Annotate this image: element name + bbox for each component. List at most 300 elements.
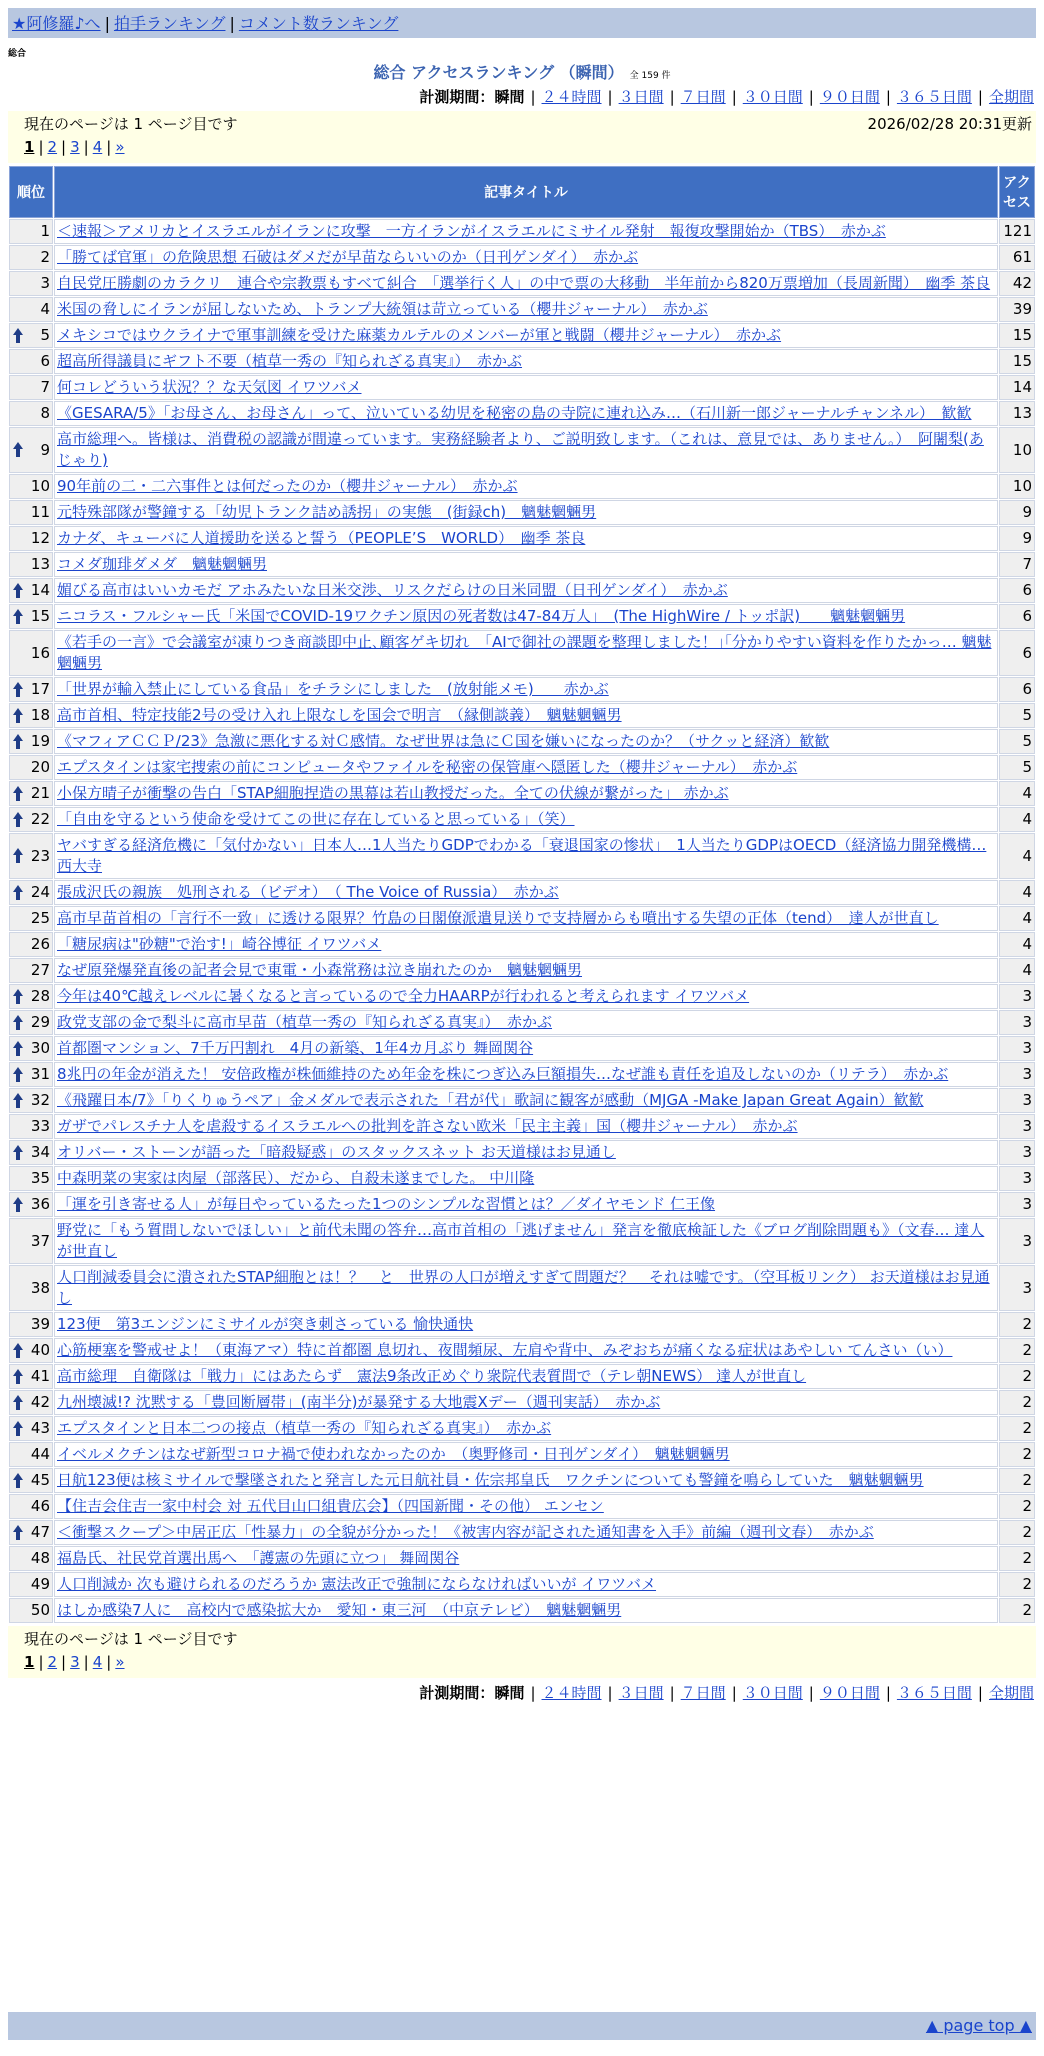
rank-number: 48 <box>30 1549 50 1567</box>
period-link[interactable]: 全期間 <box>988 88 1034 106</box>
period-link[interactable]: ９０日間 <box>819 1684 880 1702</box>
rank-cell <box>9 1416 53 1441</box>
access-count: 13 <box>999 401 1035 426</box>
title-cell <box>54 604 998 629</box>
period-link[interactable]: ３６５日間 <box>896 1684 972 1702</box>
pager-link[interactable]: 2 <box>47 138 58 156</box>
access-header: アクセス <box>999 166 1035 218</box>
rank-number: 49 <box>30 1575 50 1593</box>
title-cell <box>54 729 998 754</box>
up-arrow-icon <box>13 682 23 698</box>
title-cell <box>54 1546 998 1571</box>
period-separator: | <box>607 1684 613 1702</box>
article-link[interactable]: 何コレどういう状況？？な天気図 イワツバメ <box>57 378 362 396</box>
table-row <box>9 245 1035 270</box>
access-count: 5 <box>999 755 1035 780</box>
article-link[interactable]: オリバー・ストーンが語った「暗殺疑惑」のスタックスネット お天道様はお見通し <box>57 1143 616 1161</box>
table-row <box>9 932 1035 957</box>
table-row <box>9 1546 1035 1571</box>
rank-number: 1 <box>40 222 50 240</box>
rank-number: 21 <box>30 784 50 802</box>
rank-number: 13 <box>30 555 50 573</box>
up-arrow-icon <box>13 1525 23 1541</box>
period-separator: | <box>885 1684 891 1702</box>
access-count: 3 <box>999 1036 1035 1061</box>
period-separator: | <box>977 1684 983 1702</box>
table-row <box>9 1192 1035 1217</box>
access-count: 2 <box>999 1598 1035 1623</box>
title-cell <box>54 578 998 603</box>
title-cell <box>54 1520 998 1545</box>
up-arrow-icon <box>13 1197 23 1213</box>
pager-link[interactable]: 4 <box>92 1653 103 1671</box>
rank-number: 19 <box>30 732 50 750</box>
title-cell <box>54 297 998 322</box>
period-link[interactable]: ３日間 <box>618 88 664 106</box>
rank-number: 33 <box>30 1117 50 1135</box>
article-link[interactable]: 123便 第3エンジンにミサイルが突き刺さっている 愉快通快 <box>57 1315 474 1333</box>
title-cell <box>54 375 998 400</box>
up-arrow-icon <box>13 885 23 901</box>
article-link[interactable]: 90年前の二・二六事件とは何だったのか（櫻井ジャーナル） 赤かぶ <box>57 477 518 495</box>
article-link[interactable]: エプスタインは家宅捜索の前にコンピュータやファイルを秘密の保管庫へ隠匿した（櫻井ジャーナル） 赤かぶ <box>57 758 798 776</box>
table-row <box>9 1468 1035 1493</box>
period-separator: | <box>731 88 737 106</box>
article-link[interactable]: 張成沢氏の親族 処刑される（ビデオ） （ The Voice of Russia） 赤かぶ <box>57 883 559 901</box>
title-cell <box>54 630 998 676</box>
rank-cell <box>9 245 53 270</box>
title-cell <box>54 755 998 780</box>
article-link[interactable]: はしか感染7人に 高校内で感染拡大か 愛知・東三河 （中京テレビ） 魑魅魍魎男 <box>57 1601 622 1619</box>
access-count: 3 <box>999 1166 1035 1191</box>
access-count: 5 <box>999 729 1035 754</box>
access-count: 2 <box>999 1390 1035 1415</box>
title-cell <box>54 323 998 348</box>
period-link[interactable]: ３６５日間 <box>896 88 972 106</box>
table-row <box>9 1598 1035 1623</box>
rank-cell <box>9 1572 53 1597</box>
title-cell <box>54 1010 998 1035</box>
title-cell <box>54 219 998 244</box>
rank-number: 4 <box>40 300 50 318</box>
article-link[interactable]: 中森明菜の実家は肉屋（部落民）、だから、自殺未遂までした。 中川隆 <box>57 1169 535 1187</box>
table-row <box>9 552 1035 577</box>
access-count: 4 <box>999 906 1035 931</box>
period-link[interactable]: ９０日間 <box>819 88 880 106</box>
access-count: 4 <box>999 807 1035 832</box>
title-cell <box>54 271 998 296</box>
table-row <box>9 677 1035 702</box>
title-cell <box>54 1338 998 1363</box>
access-count: 3 <box>999 1192 1035 1217</box>
rank-number: 41 <box>30 1367 50 1385</box>
pager-link[interactable]: » <box>115 1653 125 1671</box>
title-cell <box>54 932 998 957</box>
rank-number: 5 <box>40 326 50 344</box>
title-cell <box>54 906 998 931</box>
comment-ranking-link[interactable]: コメント数ランキング <box>238 14 399 33</box>
rank-cell <box>9 906 53 931</box>
up-arrow-icon <box>13 583 23 599</box>
title-cell <box>54 427 998 473</box>
access-count: 3 <box>999 1010 1035 1035</box>
article-link[interactable]: 媚びる高市はいいカモだ アホみたいな日米交渉、リスクだらけの日米同盟（日刊ゲンダイ） 赤かぶ <box>57 581 728 599</box>
table-row <box>9 1390 1035 1415</box>
title-cell <box>54 807 998 832</box>
rank-cell <box>9 1088 53 1113</box>
title-cell <box>54 833 998 879</box>
period-separator: | <box>731 1684 737 1702</box>
period-label: 計測期間： <box>419 1684 495 1702</box>
pager-separator: | <box>83 1653 89 1671</box>
table-row <box>9 500 1035 525</box>
title-text: 総合 アクセスランキング （瞬間） <box>373 63 624 82</box>
rank-cell <box>9 1442 53 1467</box>
table-row <box>9 375 1035 400</box>
article-link[interactable]: 《マフィアＣＣＰ/23》急激に悪化する対Ｃ感情。なぜ世界は急にＣ国を嫌いになったのか？（サクッと経済）歓歓 <box>57 732 830 750</box>
table-row <box>9 1338 1035 1363</box>
table-row <box>9 1364 1035 1389</box>
rank-number: 45 <box>30 1471 50 1489</box>
title-cell <box>54 1088 998 1113</box>
article-link[interactable]: 首都圏マンション、7千万円割れ 4月の新築、1年4カ月ぶり 舞岡関谷 <box>57 1039 534 1057</box>
access-count: 2 <box>999 1416 1035 1441</box>
rank-number: 50 <box>30 1601 50 1619</box>
article-link[interactable]: 高市首相、特定技能2号の受け入れ上限なしを国会で明言 （縁側談義） 魑魅魍魎男 <box>57 706 622 724</box>
article-link[interactable]: 高市総理 自衛隊は「戦力」にはあたらず 憲法9条改正めぐり衆院代表質問で（テレ朝NEWS） 達人が世直し <box>57 1367 807 1385</box>
up-arrow-icon <box>13 442 23 458</box>
rank-number: 44 <box>30 1445 50 1463</box>
access-count: 6 <box>999 677 1035 702</box>
article-link[interactable]: カナダ、キューバに人道援助を送ると誓う（PEOPLE’S WORLD） 幽季 茶良 <box>57 529 586 547</box>
title-cell <box>54 1140 998 1165</box>
article-link[interactable]: 「世界が輸入禁止にしている食品」をチラシにしました (放射能メモ) 赤かぶ <box>57 680 609 698</box>
pager-separator: | <box>38 1653 44 1671</box>
period-selector-bottom <box>419 1682 1034 1703</box>
title-cell <box>54 1390 998 1415</box>
pager <box>24 1653 1020 1671</box>
rank-number: 2 <box>40 248 50 266</box>
period-link[interactable]: ７日間 <box>680 1684 726 1702</box>
table-row <box>9 906 1035 931</box>
rank-number: 8 <box>40 404 50 422</box>
pager-link[interactable]: 3 <box>70 1653 80 1671</box>
table-row <box>9 729 1035 754</box>
access-count: 4 <box>999 833 1035 879</box>
rank-cell <box>9 1312 53 1337</box>
table-row <box>9 474 1035 499</box>
period-link[interactable]: ２４時間 <box>541 1684 602 1702</box>
rank-cell <box>9 755 53 780</box>
pager-link[interactable]: 3 <box>70 138 80 156</box>
period-separator: | <box>808 1684 814 1702</box>
period-separator: | <box>977 88 983 106</box>
access-count: 2 <box>999 1364 1035 1389</box>
rank-number: 42 <box>30 1393 50 1411</box>
rank-cell <box>9 1265 53 1311</box>
article-link[interactable]: 心筋梗塞を警戒せよ！（東海アマ）特に首都圏 息切れ、夜間頻尿、左肩や背中、みぞおちが痛くなる症状はあやしい てんさい（い） <box>57 1341 953 1359</box>
access-count: 6 <box>999 630 1035 676</box>
pager-box-bottom <box>8 1626 1036 1678</box>
article-link[interactable]: 今年は40℃越えレベルに暑くなると言っているので全力HAARPが行われると考えられます イワツバメ <box>57 987 750 1005</box>
pager-separator: | <box>61 1653 67 1671</box>
period-link[interactable]: 全期間 <box>988 1684 1034 1702</box>
access-count: 2 <box>999 1494 1035 1519</box>
article-link[interactable]: 自民党圧勝劇のカラクリ 連合や宗教票もすべて糾合 「選挙行く人」の中で票の大移動 半年前から820万票増加（長周新聞） 幽季 茶良 <box>57 274 991 292</box>
article-link[interactable]: 「糖尿病は"砂糖"で治す!」崎谷博征 イワツバメ <box>57 935 382 953</box>
rank-cell <box>9 1468 53 1493</box>
article-link[interactable]: 九州壊滅!? 沈黙する「豊回断層帯」(南半分)が暴発する大地震Xデー（週刊実話） 赤かぶ <box>57 1393 661 1411</box>
clap-ranking-link[interactable]: 拍手ランキング <box>113 14 226 33</box>
up-arrow-icon <box>13 989 23 1005</box>
article-link[interactable]: 「自由を守るという使命を受けてこの世に存在していると思っている」（笑） <box>57 810 575 828</box>
rank-cell <box>9 604 53 629</box>
up-arrow-icon <box>13 812 23 828</box>
period-separator: | <box>530 88 536 106</box>
up-arrow-icon <box>13 1395 23 1411</box>
access-count: 4 <box>999 932 1035 957</box>
table-row <box>9 1442 1035 1467</box>
rank-cell <box>9 1010 53 1035</box>
category-label: 総合 <box>8 49 27 59</box>
up-arrow-icon <box>13 1067 23 1083</box>
article-link[interactable]: 《若手の一言》で会議室が凍りつき商談即中止､顧客ゲキ切れ ｢AIで御社の課題を整理しました！｣｢分かりやすい資料を作りたかっ… 魑魅魍魎男 <box>57 633 992 672</box>
rank-cell <box>9 219 53 244</box>
article-link[interactable]: 高市早苗首相の「言行不一致」に透ける限界？竹島の日閣僚派遣見送りで支持層からも噴出する失望の正体（tend） 達人が世直し <box>57 909 939 927</box>
table-row <box>9 526 1035 551</box>
title-cell <box>54 984 998 1009</box>
table-row <box>9 1312 1035 1337</box>
table-row <box>9 984 1035 1009</box>
title-cell <box>54 1166 998 1191</box>
article-link[interactable]: 8兆円の年金が消えた！ 安倍政権が株価維持のため年金を株につぎ込み巨額損失…なぜ誰も責任を追及しないのか（リテラ） 赤かぶ <box>57 1065 949 1083</box>
article-link[interactable]: ニコラス・フルシャー氏「米国でCOVID-19ワクチン原因の死者数は47-84万人」 (The HighWire / トッポ訳) 魑魅魍魎男 <box>57 607 906 625</box>
top-nav-bar <box>8 8 1036 38</box>
table-row <box>9 958 1035 983</box>
period-link[interactable]: ２４時間 <box>541 88 602 106</box>
table-row <box>9 755 1035 780</box>
rank-cell <box>9 1218 53 1264</box>
article-link[interactable]: 小保方晴子が衝撃の告白「STAP細胞捏造の黒幕は若山教授だった。全ての伏線が繋がった」 赤かぶ <box>57 784 729 802</box>
access-count: 4 <box>999 781 1035 806</box>
period-link[interactable]: ７日間 <box>680 88 726 106</box>
title-cell <box>54 1598 998 1623</box>
rank-cell <box>9 297 53 322</box>
up-arrow-icon <box>13 1145 23 1161</box>
rank-number: 26 <box>30 935 50 953</box>
rank-cell <box>9 677 53 702</box>
footer-bar <box>8 2012 1036 2040</box>
access-count: 3 <box>999 1218 1035 1264</box>
title-cell <box>54 1036 998 1061</box>
current-page-text: 現在のページは 1 ページ目です <box>24 115 238 133</box>
access-count: 9 <box>999 526 1035 551</box>
rank-number: 31 <box>30 1065 50 1083</box>
article-link[interactable]: ガザでパレスチナ人を虐殺するイスラエルへの批判を許さない欧米「民主主義」国（櫻井ジャーナル） 赤かぶ <box>57 1117 798 1135</box>
table-row <box>9 833 1035 879</box>
rank-cell <box>9 474 53 499</box>
access-count: 2 <box>999 1338 1035 1363</box>
pager-link[interactable]: 2 <box>47 1653 58 1671</box>
up-arrow-icon <box>13 708 23 724</box>
rank-number: 40 <box>30 1341 50 1359</box>
title-cell <box>54 1364 998 1389</box>
article-link[interactable]: 政党支部の金で梨斗に高市早苗（植草一秀の『知られざる真実』） 赤かぶ <box>57 1013 553 1031</box>
rank-number: 10 <box>30 477 50 495</box>
table-row <box>9 427 1035 473</box>
rank-number: 38 <box>30 1278 50 1297</box>
period-separator: | <box>669 88 675 106</box>
rank-cell <box>9 1520 53 1545</box>
access-count: 39 <box>999 297 1035 322</box>
title-cell <box>54 245 998 270</box>
article-link[interactable]: 元特殊部隊が警鐘する「幼児トランク詰め誘拐」の実態 (街録ch) 魑魅魍魎男 <box>57 503 597 521</box>
period-label: 計測期間： <box>419 88 495 106</box>
table-row <box>9 1494 1035 1519</box>
period-link[interactable]: ３０日間 <box>742 1684 803 1702</box>
table-row <box>9 880 1035 905</box>
title-cell <box>54 1192 998 1217</box>
article-link[interactable]: コメダ珈琲ダメダ 魑魅魍魎男 <box>57 555 268 573</box>
table-row <box>9 1088 1035 1113</box>
table-row <box>9 1036 1035 1061</box>
article-link[interactable]: 日航123便は核ミサイルで撃墜されたと発言した元日航社員・佐宗邦皇氏 ワクチンについても警鐘を鳴らしていた 魑魅魍魎男 <box>57 1471 924 1489</box>
up-arrow-icon <box>13 1421 23 1437</box>
table-row <box>9 1416 1035 1441</box>
article-link[interactable]: 福島氏、社民党首選出馬へ 「護憲の先頭に立つ」 舞岡関谷 <box>57 1549 460 1567</box>
access-count: 7 <box>999 552 1035 577</box>
access-count: 10 <box>999 427 1035 473</box>
title-cell <box>54 677 998 702</box>
period-separator: | <box>530 1684 536 1702</box>
rank-number: 15 <box>30 607 50 625</box>
table-row <box>9 703 1035 728</box>
rank-number: 28 <box>30 987 50 1005</box>
rank-cell <box>9 526 53 551</box>
rank-number: 25 <box>30 909 50 927</box>
total-count: 全 159 件 <box>629 71 671 81</box>
rank-cell <box>9 1114 53 1139</box>
table-row <box>9 297 1035 322</box>
rank-number: 11 <box>30 503 50 521</box>
rank-header: 順位 <box>9 166 53 218</box>
rank-cell <box>9 1036 53 1061</box>
access-count: 3 <box>999 1088 1035 1113</box>
article-link[interactable]: 野党に「もう質問しないでほしい」と前代未聞の答弁…高市首相の「逃げません」発言を徹底検証した《ブログ削除問題も》（文春… 達人が世直し <box>57 1221 985 1260</box>
article-link[interactable]: 《GESARA/5》「お母さん、お母さん」って、泣いている幼児を秘密の島の寺院に連れ込み…（石川新一郎ジャーナルチャンネル） 歓歓 <box>57 404 972 422</box>
access-count: 121 <box>999 219 1035 244</box>
rank-cell <box>9 375 53 400</box>
table-row <box>9 1114 1035 1139</box>
rank-number: 18 <box>30 706 50 724</box>
title-cell <box>54 1494 998 1519</box>
article-link[interactable]: エプスタインと日本二つの接点（植草一秀の『知られざる真実』） 赤かぶ <box>57 1419 552 1437</box>
title-cell <box>54 1218 998 1264</box>
title-cell <box>54 1416 998 1441</box>
access-count: 61 <box>999 245 1035 270</box>
table-row <box>9 1218 1035 1264</box>
rank-cell <box>9 401 53 426</box>
access-count: 3 <box>999 1114 1035 1139</box>
article-link[interactable]: イベルメクチンはなぜ新型コロナ禍で使われなかったのか （奥野修司・日刊ゲンダイ） 魑魅魍魎男 <box>57 1445 730 1463</box>
pager-link[interactable]: » <box>115 138 125 156</box>
article-link[interactable]: 《飛躍日本/7》「りくりゅうペア」金メダルで表示された「君が代」歌詞に観客が感動（MJGA -Make Japan Great Again）歓歓 <box>57 1091 924 1109</box>
rank-number: 39 <box>30 1315 50 1333</box>
article-link[interactable]: ＜衝撃スクープ＞中居正広「性暴力」の全貌が分かった！《被害内容が記された通知書を入手》前編（週刊文春） 赤かぶ <box>57 1523 874 1541</box>
article-link[interactable]: 「勝てば官軍」の危険思想 石破はダメだが早苗ならいいのか（日刊ゲンダイ） 赤かぶ <box>57 248 639 266</box>
access-count: 2 <box>999 1312 1035 1337</box>
rank-number: 17 <box>30 680 50 698</box>
article-link[interactable]: なぜ原発爆発直後の記者会見で東電・小森常務は泣き崩れたのか 魑魅魍魎男 <box>57 961 583 979</box>
rank-cell <box>9 807 53 832</box>
access-count: 2 <box>999 1546 1035 1571</box>
rank-cell <box>9 958 53 983</box>
period-link[interactable]: ３０日間 <box>742 88 803 106</box>
pager <box>24 138 1020 156</box>
access-count: 3 <box>999 1062 1035 1087</box>
home-link[interactable]: ★阿修羅♪へ <box>12 14 101 33</box>
article-link[interactable]: 米国の脅しにイランが屈しないため、トランプ大統領は苛立っている（櫻井ジャーナル） 赤かぶ <box>57 300 708 318</box>
rank-number: 7 <box>40 378 50 396</box>
period-separator: | <box>669 1684 675 1702</box>
title-cell <box>54 500 998 525</box>
nav-separator: | <box>104 14 110 33</box>
updated-time: 2026/02/28 20:31更新 <box>867 115 1032 133</box>
rank-number: 35 <box>30 1169 50 1187</box>
article-link[interactable]: メキシコではウクライナで軍事訓練を受けた麻薬カルテルのメンバーが軍と戦闘（櫻井ジャーナル） 赤かぶ <box>57 326 782 344</box>
pager-link[interactable]: 4 <box>92 138 103 156</box>
rank-cell <box>9 271 53 296</box>
article-link[interactable]: 超高所得議員にギフト不要（植草一秀の『知られざる真実』） 赤かぶ <box>57 352 523 370</box>
page-top-link[interactable]: ▲ page top ▲ <box>925 2016 1032 2035</box>
article-link[interactable]: 人口削減委員会に潰されたSTAP細胞とは！？ と 世界の人口が増えすぎて問題だ？ それは嘘です。（空耳板リンク） お天道様はお見通し <box>57 1268 990 1307</box>
article-link[interactable]: ＜速報＞アメリカとイスラエルがイランに攻撃 一方イランがイスラエルにミサイル発射 報復攻撃開始か（TBS） 赤かぶ <box>57 222 886 240</box>
rank-cell <box>9 729 53 754</box>
table-row <box>9 1265 1035 1311</box>
rank-number: 24 <box>30 883 50 901</box>
title-cell <box>54 781 998 806</box>
article-link[interactable]: 高市総理へ。皆様は、消費税の認識が間違っています。実務経験者より、ご説明致します。（これは、意見では、ありません。） 阿闍梨(あじゃり) <box>57 430 984 469</box>
up-arrow-icon <box>13 1093 23 1109</box>
table-row <box>9 578 1035 603</box>
article-link[interactable]: 人口削減か 次も避けられるのだろうか 憲法改正で強制にならなければいいが イワツバメ <box>57 1575 657 1593</box>
table-row <box>9 630 1035 676</box>
access-count: 14 <box>999 375 1035 400</box>
article-link[interactable]: ヤバすぎる経済危機に「気付かない」日本人…1人当たりGDPでわかる「衰退国家の惨状」 1人当たりGDPはOECD（経済協力開発機構… 西大寺 <box>57 836 987 875</box>
article-link[interactable]: 「運を引き寄せる人」が毎日やっているたった1つのシンプルな習慣とは？／ダイヤモンド 仁王像 <box>57 1195 716 1213</box>
table-row <box>9 1166 1035 1191</box>
rank-cell <box>9 1546 53 1571</box>
period-current: 瞬間 <box>494 88 525 106</box>
access-count: 2 <box>999 1468 1035 1493</box>
pager-current: 1 <box>24 138 35 156</box>
rank-number: 9 <box>40 440 50 459</box>
access-count: 42 <box>999 271 1035 296</box>
pager-separator: | <box>83 138 89 156</box>
title-cell <box>54 1312 998 1337</box>
title-cell <box>54 349 998 374</box>
title-cell <box>54 1062 998 1087</box>
rank-number: 36 <box>30 1195 50 1213</box>
rank-number: 46 <box>30 1497 50 1515</box>
rank-cell <box>9 781 53 806</box>
access-count: 15 <box>999 349 1035 374</box>
period-separator: | <box>808 88 814 106</box>
article-link[interactable]: 【住吉会住吉一家中村会 対 五代目山口組貴広会】（四国新聞・その他） エンセン <box>57 1497 604 1515</box>
period-link[interactable]: ３日間 <box>618 1684 664 1702</box>
pager-box-top <box>8 111 1036 163</box>
rank-cell <box>9 500 53 525</box>
